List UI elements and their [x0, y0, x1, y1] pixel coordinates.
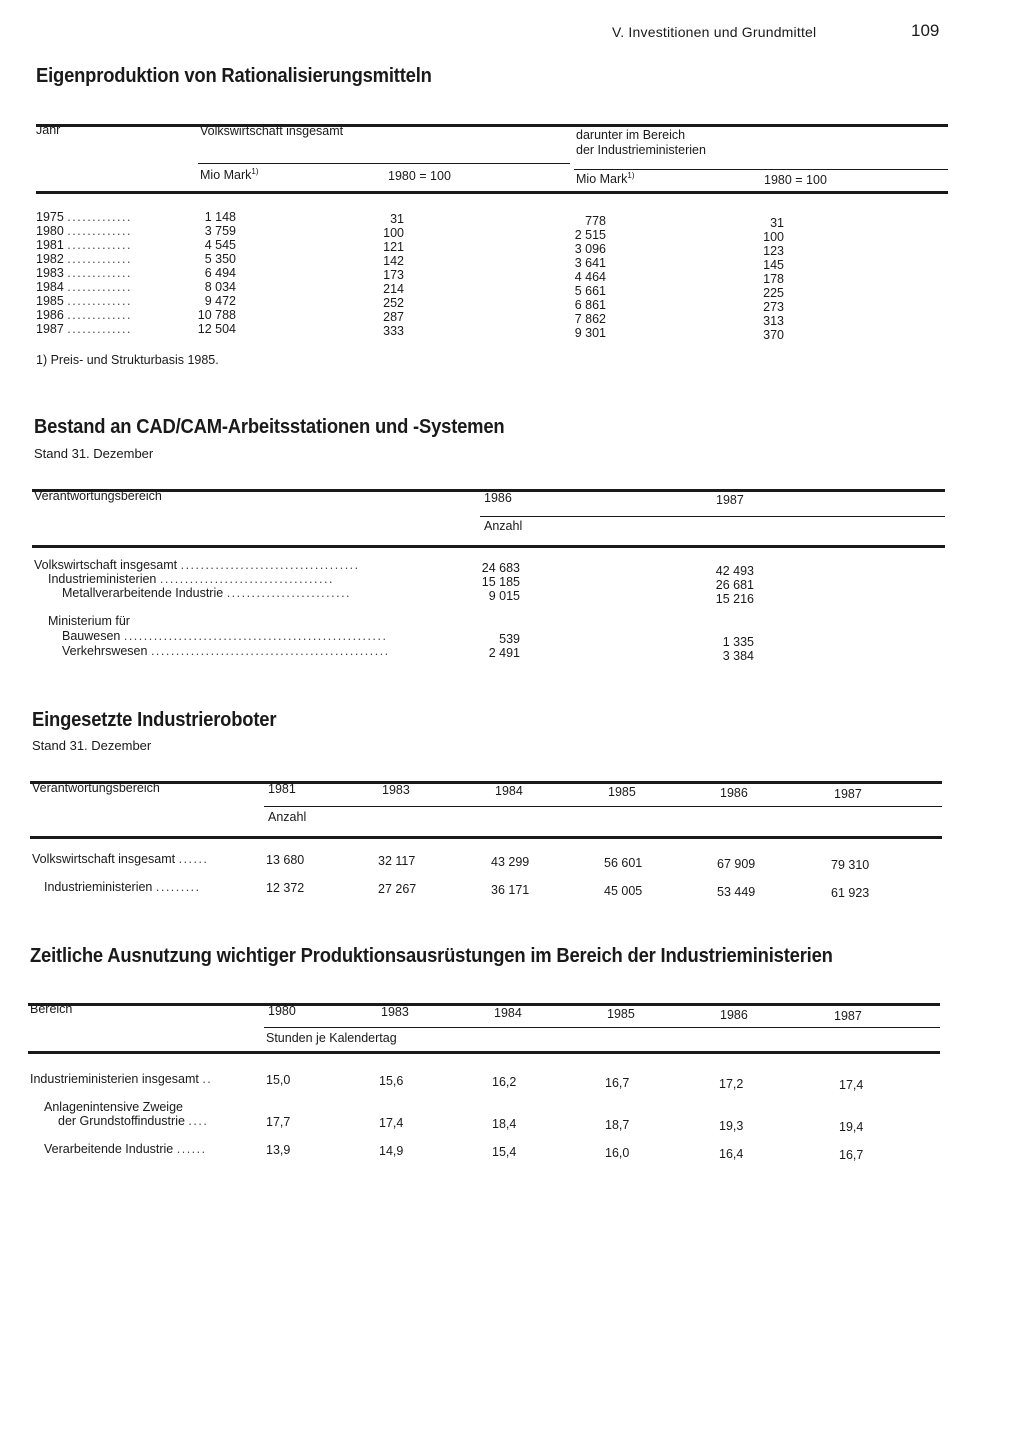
- table1-cell: 4 464: [574, 270, 606, 284]
- table3-cell: 53 449: [717, 885, 756, 899]
- table4-cell: 18,7: [605, 1118, 630, 1132]
- table1-cell: 10 788: [197, 308, 236, 322]
- table3-cell: 79 310: [831, 858, 870, 872]
- table2-row-label: Ministerium für: [48, 614, 130, 628]
- table2-col-bereich: Verantwortungsbereich: [34, 489, 162, 503]
- table2-title: Bestand an CAD/CAM-Arbeitsstationen und -Systemen: [34, 416, 505, 438]
- table1-head-rule: [36, 191, 948, 194]
- table3-row-label: Industrieministerien .........: [44, 880, 201, 894]
- table4-cell: 16,4: [719, 1147, 744, 1161]
- table1-year-column: [36, 210, 132, 336]
- table2-cell-1986: 9 015: [488, 589, 520, 603]
- table4-row-label-line2: der Grundstoffindustrie ....: [58, 1114, 209, 1128]
- table3-col-year: 1986: [720, 786, 748, 800]
- table4-row-label: Anlagenintensive Zweige: [44, 1100, 183, 1114]
- table1-cell: 8 034: [204, 280, 236, 294]
- table1-cell: 100: [763, 230, 784, 244]
- table1-cell: 9 301: [574, 326, 606, 340]
- table2-row-label: Verkehrswesen ................................................: [62, 644, 390, 658]
- table4-cell: 17,7: [266, 1115, 291, 1129]
- table2-cell-1987: 1 335: [722, 635, 754, 649]
- running-title: V. Investitionen und Grundmittel: [612, 24, 817, 40]
- table3-cell: 36 171: [491, 883, 530, 897]
- table3-col-year: 1985: [608, 785, 636, 799]
- table4-cell: 17,2: [719, 1077, 744, 1091]
- table3-col-year: 1987: [834, 787, 862, 801]
- table1-year: 1985 .............: [36, 294, 132, 308]
- table2-cell-1987: 42 493: [715, 564, 754, 578]
- table4-cell: 16,2: [492, 1075, 517, 1089]
- table1-footnote: 1) Preis- und Strukturbasis 1985.: [36, 353, 219, 367]
- table1-cell: 1 148: [204, 210, 236, 224]
- table2-row-label: Industrieministerien ...................................: [48, 572, 334, 586]
- table3-cell: 61 923: [831, 886, 870, 900]
- table3-title: Eingesetzte Industrieroboter: [32, 709, 277, 731]
- table1-cell: 12 504: [197, 322, 236, 336]
- table1-year: 1982 .............: [36, 252, 132, 266]
- table1-cell: 5 350: [204, 252, 236, 266]
- table4-col-year: 1987: [834, 1009, 862, 1023]
- table1-title: Eigenproduktion von Rationalisierungsmitteln: [36, 65, 432, 87]
- table1-cell: 123: [763, 244, 784, 258]
- table1-cell: 225: [763, 286, 784, 300]
- table3-cell: 67 909: [717, 857, 756, 871]
- table4-top-rule: [28, 1003, 940, 1006]
- table2-cell-1986: 2 491: [488, 646, 520, 660]
- table1-im-index-column: [744, 216, 784, 342]
- table1-group-industrie-line1: darunter im Bereich: [576, 128, 686, 142]
- table3-cell: 32 117: [378, 854, 416, 868]
- table4-col-year: 1986: [720, 1008, 748, 1022]
- table1-cell: 313: [763, 314, 784, 328]
- table4-unit: Stunden je Kalendertag: [266, 1031, 397, 1045]
- table2-row-label: Bauwesen .....................................................: [62, 629, 388, 643]
- table1-cell: 287: [383, 310, 404, 324]
- table4-cell: 17,4: [379, 1116, 404, 1130]
- table3-cell: 12 372: [266, 881, 305, 895]
- table1-cell: 3 641: [574, 256, 606, 270]
- table4-cell: 16,0: [605, 1146, 630, 1160]
- table2-head-rule: [32, 545, 945, 548]
- table4-title: Zeitliche Ausnutzung wichtiger Produktionsausrüstungen im Bereich der Industrieministerien: [30, 945, 833, 967]
- table1-cell: 31: [390, 212, 404, 226]
- table1-cell: 2 515: [574, 228, 606, 242]
- table4-cell: 16,7: [605, 1076, 630, 1090]
- table1-cell: 9 472: [204, 294, 236, 308]
- table1-col-jahr: Jahr: [36, 123, 61, 137]
- table1-cell: 178: [763, 272, 784, 286]
- table4-row-label: Industrieministerien insgesamt ..: [30, 1072, 213, 1086]
- table1-year: 1975 .............: [36, 210, 132, 224]
- table1-unit-mio-1: Mio Mark$^{1)}$: [200, 167, 259, 183]
- table1-cell: 3 096: [574, 242, 606, 256]
- table4-cell: 16,7: [839, 1148, 864, 1162]
- table1-cell: 100: [383, 226, 404, 240]
- table3-unit: Anzahl: [268, 810, 307, 824]
- table3-col-year: 1984: [495, 784, 523, 798]
- table2-cell-1986: 539: [499, 632, 520, 646]
- table1-year: 1983 .............: [36, 266, 132, 280]
- table1-group-industrie-line2: der Industrieministerien: [576, 143, 706, 157]
- table1-unit-index-2: 1980 = 100: [764, 173, 827, 187]
- table1-cell: 31: [770, 216, 784, 230]
- table2-cell-1987: 15 216: [715, 592, 754, 606]
- table1-year: 1986 .............: [36, 308, 132, 322]
- table2-cell-1987: 26 681: [715, 578, 754, 592]
- table1-cell: 6 494: [204, 266, 236, 280]
- table1-year: 1980 .............: [36, 224, 132, 238]
- table1-cell: 4 545: [204, 238, 236, 252]
- table3-col-bereich: Verantwortungsbereich: [32, 781, 160, 795]
- table1-cell: 145: [763, 258, 784, 272]
- table3-cell: 56 601: [604, 856, 643, 870]
- table4-cell: 15,4: [492, 1145, 517, 1159]
- table2-col-1987: 1987: [716, 493, 744, 507]
- table1-cell: 778: [585, 214, 606, 228]
- table1-unit-index-1: 1980 = 100: [388, 169, 451, 183]
- table3-col-year: 1981: [268, 782, 296, 796]
- table1-cell: 370: [763, 328, 784, 342]
- table4-cell: 17,4: [839, 1078, 864, 1092]
- page-number: 109: [911, 21, 940, 40]
- table3-cell: 43 299: [491, 855, 530, 869]
- table1-cell: 273: [763, 300, 784, 314]
- table4-col-year: 1985: [607, 1007, 635, 1021]
- table1-unit-mio-2: Mio Mark$^{1)}$: [576, 171, 635, 187]
- table2-col-1986: 1986: [484, 491, 512, 505]
- table4-cell: 13,9: [266, 1143, 291, 1157]
- table2-subtitle: Stand 31. Dezember: [34, 446, 154, 461]
- table2-unit: Anzahl: [484, 519, 523, 533]
- table2-cell-1986: 15 185: [481, 575, 520, 589]
- table3-cell: 13 680: [266, 853, 305, 867]
- table4-col-year: 1983: [381, 1005, 409, 1019]
- table1-group1-rule: [198, 163, 570, 164]
- table4-row-label: Verarbeitende Industrie ......: [44, 1142, 207, 1156]
- table4-col-bereich: Bereich: [30, 1002, 73, 1016]
- table3-head-rule: [30, 836, 942, 839]
- table3-row-label: Volkswirtschaft insgesamt ......: [32, 852, 209, 866]
- table3-top-rule: [30, 781, 942, 784]
- table1-cell: 142: [383, 254, 404, 268]
- table1-cell: 214: [383, 282, 404, 296]
- table1-year: 1987 .............: [36, 322, 132, 336]
- table1-cell: 121: [383, 240, 404, 254]
- table1-group2-rule: [574, 169, 948, 170]
- table1-top-rule: [36, 124, 948, 127]
- table1-cell: 3 759: [204, 224, 236, 238]
- table1-cell: 333: [383, 324, 404, 338]
- table4-cell: 19,4: [839, 1120, 864, 1134]
- table2-cell-1986: 24 683: [481, 561, 520, 575]
- table2-cell-1987: 3 384: [722, 649, 754, 663]
- table4-cell: 18,4: [492, 1117, 517, 1131]
- table1-cell: 252: [383, 296, 404, 310]
- table1-group-volkswirtschaft: Volkswirtschaft insgesamt: [200, 124, 344, 138]
- table1-cell: 173: [383, 268, 404, 282]
- table3-col-year: 1983: [382, 783, 410, 797]
- table1-cell: 6 861: [574, 298, 606, 312]
- table2-row-label: Metallverarbeitende Industrie .........................: [62, 586, 352, 600]
- table4-col-year: 1984: [494, 1006, 522, 1020]
- table2-unit-rule: [480, 516, 945, 517]
- table4-cell: 15,0: [266, 1073, 291, 1087]
- table1-year: 1984 .............: [36, 280, 132, 294]
- table1-cell: 5 661: [574, 284, 606, 298]
- table3-cell: 45 005: [604, 884, 643, 898]
- table4-col-year: 1980: [268, 1004, 296, 1018]
- table1-cell: 7 862: [574, 312, 606, 326]
- table4-cell: 19,3: [719, 1119, 744, 1133]
- table3-subtitle: Stand 31. Dezember: [32, 738, 152, 753]
- table1-year: 1981 .............: [36, 238, 132, 252]
- table4-cell: 14,9: [379, 1144, 404, 1158]
- table4-unit-rule: [264, 1027, 940, 1028]
- table3-cell: 27 267: [378, 882, 417, 896]
- table1-vw-mio-column: [186, 210, 236, 336]
- table3-unit-rule: [264, 806, 942, 807]
- table4-head-rule: [28, 1051, 940, 1054]
- table4-cell: 15,6: [379, 1074, 404, 1088]
- table1-im-mio-column: [556, 214, 606, 340]
- table2-row-label: Volkswirtschaft insgesamt ....................................: [34, 558, 360, 572]
- table1-vw-index-column: [364, 212, 404, 338]
